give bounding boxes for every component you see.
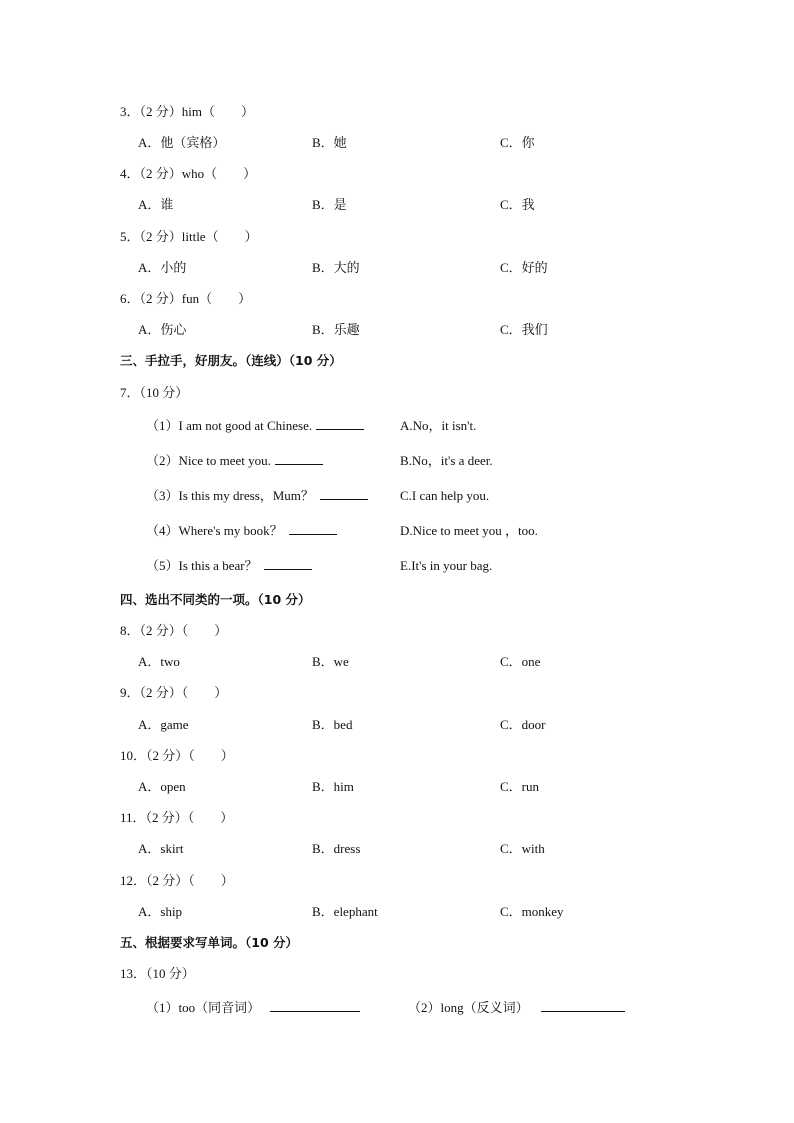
answer-blank[interactable] <box>289 522 337 535</box>
match-right-c: C.I can help you. <box>400 488 490 503</box>
question-11-option-c: C．with <box>500 841 545 856</box>
question-12-option-a: A．ship <box>138 904 183 919</box>
answer-blank[interactable] <box>264 557 312 570</box>
question-4-option-a: A．谁 <box>138 197 174 212</box>
question-4-stem: 4．（2 分）who（ ） <box>120 166 257 181</box>
question-5-option-c: C．好的 <box>500 260 548 275</box>
question-8-stem: 8．（2 分）（ ） <box>120 623 228 638</box>
answer-blank[interactable] <box>316 417 364 430</box>
match-right-b: B.No，it's a deer. <box>400 453 493 468</box>
question-3-option-b: B．她 <box>312 135 347 150</box>
question-5-option-a: A．小的 <box>138 260 187 275</box>
question-7-stem: 7．（10 分） <box>120 385 189 400</box>
match-left-2 <box>146 452 323 470</box>
match-right-e: E.It's in your bag. <box>400 558 493 573</box>
question-10-option-b: B．him <box>312 779 354 794</box>
question-6-option-c: C．我们 <box>500 322 548 337</box>
match-right-a: A.No，it isn't. <box>400 418 477 433</box>
question-3-stem: 3．（2 分）him（ ） <box>120 104 254 119</box>
match-left-text: （5）Is this a bear？ <box>146 558 258 573</box>
question-3-option-c: C．你 <box>500 135 535 150</box>
question-9-option-c: C．door <box>500 717 546 732</box>
question-4-option-c: C．我 <box>500 197 535 212</box>
question-9-option-a: A．game <box>138 717 189 732</box>
question-11-option-a: A．skirt <box>138 841 184 856</box>
match-left-4 <box>146 522 337 540</box>
answer-blank[interactable] <box>270 999 360 1012</box>
section-4-heading: 四、选出不同类的一项。（10 分） <box>120 592 311 607</box>
part-2-prompt: （2）long（反义词） <box>408 1000 529 1015</box>
match-left-text: （4）Where's my book？ <box>146 523 283 538</box>
answer-blank[interactable] <box>320 487 368 500</box>
question-8-option-c: C．one <box>500 654 541 669</box>
match-left-text: （1）I am not good at Chinese. <box>146 418 313 433</box>
question-8-option-b: B．we <box>312 654 349 669</box>
question-11-stem: 11．（2 分）（ ） <box>120 810 234 825</box>
question-9-stem: 9．（2 分）（ ） <box>120 685 228 700</box>
question-6-option-b: B．乐趣 <box>312 322 360 337</box>
part-1-prompt: （1）too（同音词） <box>146 1000 261 1015</box>
question-6-stem: 6．（2 分）fun（ ） <box>120 291 252 306</box>
match-left-text: （2）Nice to meet you. <box>146 453 271 468</box>
answer-blank[interactable] <box>541 999 625 1012</box>
question-12-stem: 12．（2 分）（ ） <box>120 873 234 888</box>
question-6-option-a: A．伤心 <box>138 322 187 337</box>
section-5-heading: 五、根据要求写单词。（10 分） <box>120 935 298 950</box>
match-left-text: （3）Is this my dress，Mum？ <box>146 488 314 503</box>
question-3-option-a: A．他（宾格） <box>138 135 226 150</box>
match-left-1 <box>146 417 364 435</box>
match-left-5 <box>146 557 312 575</box>
question-9-option-b: B．bed <box>312 717 353 732</box>
question-10-option-a: A．open <box>138 779 186 794</box>
question-5-stem: 5．（2 分）little（ ） <box>120 229 258 244</box>
answer-blank[interactable] <box>275 452 323 465</box>
question-10-option-c: C．run <box>500 779 540 794</box>
question-8-option-a: A．two <box>138 654 180 669</box>
question-12-option-c: C．monkey <box>500 904 564 919</box>
question-5-option-b: B．大的 <box>312 260 360 275</box>
question-12-option-b: B．elephant <box>312 904 378 919</box>
question-13-part-2 <box>408 999 625 1017</box>
question-11-option-b: B．dress <box>312 841 361 856</box>
match-left-3 <box>146 487 368 505</box>
question-10-stem: 10．（2 分）（ ） <box>120 748 234 763</box>
question-13-part-1 <box>146 999 360 1017</box>
question-13-stem: 13．（10 分） <box>120 966 195 981</box>
match-right-d: D.Nice to meet you ，too. <box>400 523 538 538</box>
section-3-heading: 三、手拉手，好朋友。（连线）（10 分） <box>120 353 342 368</box>
question-4-option-b: B．是 <box>312 197 347 212</box>
